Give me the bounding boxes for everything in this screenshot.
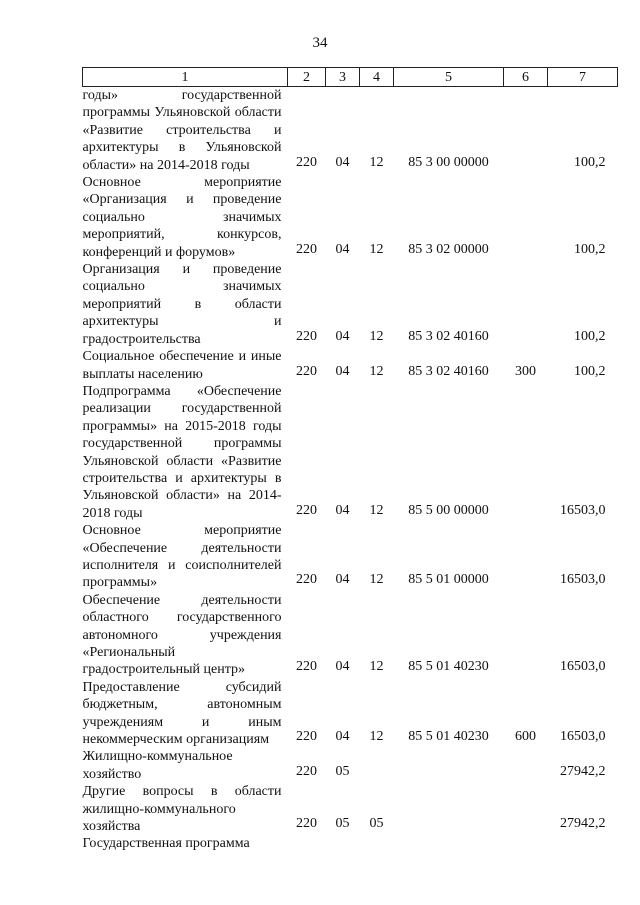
row-description: Организация и проведение социально значимых мероприятий в области архитектуры и градостроительства [82, 262, 282, 347]
row-amount: 16503,0 [560, 502, 606, 518]
row-description: Подпрограмма «Обеспечение реализации государственной программы» на 2015-2018 годы государственной программы Ульяновской области «Развитие строительства и архитектуры в Ульяновской области» на 2014-2018 годы [82, 383, 282, 521]
row-amount: 100,2 [574, 154, 606, 170]
row-target-article: 85 3 02 40160 [408, 328, 489, 344]
row-code-section: 04 [335, 659, 350, 675]
row-target-article: 85 5 00 00000 [408, 502, 489, 518]
column-header-7: 7 [548, 68, 618, 87]
row-description: Другие вопросы в области жилищно-коммунального хозяйства [82, 784, 282, 835]
row-code-section: 04 [335, 363, 350, 379]
row-code-subsection: 05 [369, 816, 384, 832]
row-description: Предоставление субсидий бюджетным, автономным учреждениям и иным некоммерческим организациям [82, 679, 282, 748]
row-expense-type [504, 383, 548, 522]
row-description: Государственная программа [82, 836, 250, 852]
row-expense-type [504, 835, 548, 852]
row-target-article: 85 3 00 00000 [408, 154, 489, 170]
table-body [83, 87, 618, 853]
row-code-subsection [360, 748, 394, 783]
column-header-4: 4 [360, 68, 394, 87]
row-code-section: 05 [335, 763, 350, 779]
row-code-ministry: 220 [296, 154, 317, 170]
row-target-article: 85 5 01 40230 [408, 659, 489, 675]
row-code-section: 04 [335, 154, 350, 170]
row-target-article: 85 3 02 40160 [408, 363, 489, 379]
header-row [83, 68, 618, 87]
row-code-subsection: 12 [369, 659, 384, 675]
page-number: 34 [312, 35, 328, 51]
row-code-ministry: 220 [296, 763, 317, 779]
column-header-5: 5 [394, 68, 504, 87]
row-expense-type [504, 522, 548, 592]
row-amount: 16503,0 [560, 572, 606, 588]
row-code-subsection: 12 [369, 729, 384, 745]
row-amount: 100,2 [574, 363, 606, 379]
row-amount [548, 835, 618, 852]
table-row [83, 348, 618, 383]
row-target-article: 85 5 01 00000 [408, 572, 489, 588]
table-row [83, 835, 618, 852]
table-row [83, 679, 618, 749]
row-expense-type [504, 783, 548, 835]
table-row [83, 383, 618, 522]
row-description: Социальное обеспечение и иные выплаты населению [82, 349, 282, 382]
row-description: Основное мероприятие «Обеспечение деятельности исполнителя и соисполнителей программы» [82, 523, 282, 591]
row-expense-type: 600 [515, 729, 536, 745]
row-description: Жилищно-коммунальное хозяйство [82, 749, 233, 782]
row-expense-type [504, 174, 548, 261]
table-row [83, 261, 618, 348]
row-expense-type [504, 261, 548, 348]
row-code-subsection: 12 [369, 241, 384, 257]
column-header-2: 2 [288, 68, 326, 87]
row-target-article [394, 783, 504, 835]
table-row [83, 783, 618, 835]
row-description: Обеспечение деятельности областного государственного автономного учреждения «Региональный градостроительный центр» [82, 592, 282, 678]
row-target-article: 85 3 02 00000 [408, 241, 489, 257]
row-code-subsection: 12 [369, 502, 384, 518]
row-code-section: 04 [335, 241, 350, 257]
row-description: Основное мероприятие «Организация и проведение социально значимых мероприятий, конкурсов, конференций и форумов» [82, 175, 282, 260]
row-code-ministry [288, 835, 326, 852]
row-code-section: 05 [335, 816, 350, 832]
row-target-article [394, 835, 504, 852]
row-amount: 100,2 [574, 328, 606, 344]
row-code-ministry: 220 [296, 241, 317, 257]
row-amount: 27942,2 [560, 816, 606, 832]
row-code-subsection: 12 [369, 363, 384, 379]
row-code-section [326, 835, 360, 852]
budget-table [82, 67, 618, 853]
row-amount: 100,2 [574, 241, 606, 257]
row-code-subsection: 12 [369, 154, 384, 170]
row-code-ministry: 220 [296, 572, 317, 588]
column-header-6: 6 [504, 68, 548, 87]
row-expense-type [504, 592, 548, 679]
row-code-ministry: 220 [296, 502, 317, 518]
table-row [83, 592, 618, 679]
table-row [83, 522, 618, 592]
table-row [83, 748, 618, 783]
row-code-section: 04 [335, 502, 350, 518]
column-header-3: 3 [326, 68, 360, 87]
row-code-subsection: 12 [369, 328, 384, 344]
row-expense-type [504, 87, 548, 175]
row-target-article [394, 748, 504, 783]
row-code-ministry: 220 [296, 729, 317, 745]
row-code-section: 04 [335, 729, 350, 745]
row-code-ministry: 220 [296, 328, 317, 344]
row-expense-type: 300 [515, 363, 536, 379]
row-amount: 27942,2 [560, 763, 606, 779]
row-amount: 16503,0 [560, 729, 606, 745]
row-code-subsection: 12 [369, 572, 384, 588]
table-header [83, 68, 618, 87]
row-description: годы» государственной программы Ульяновской области «Развитие строительства и архитектуры в Ульяновской области» на 2014-2018 годы [82, 88, 282, 173]
row-code-section: 04 [335, 328, 350, 344]
row-code-subsection [360, 835, 394, 852]
row-amount: 16503,0 [560, 659, 606, 675]
row-code-ministry: 220 [296, 659, 317, 675]
row-target-article: 85 5 01 40230 [408, 729, 489, 745]
table-row [83, 174, 618, 261]
row-code-ministry: 220 [296, 816, 317, 832]
column-header-1: 1 [83, 68, 288, 87]
row-code-ministry: 220 [296, 363, 317, 379]
table-row [83, 87, 618, 175]
row-code-section: 04 [335, 572, 350, 588]
row-expense-type [504, 748, 548, 783]
